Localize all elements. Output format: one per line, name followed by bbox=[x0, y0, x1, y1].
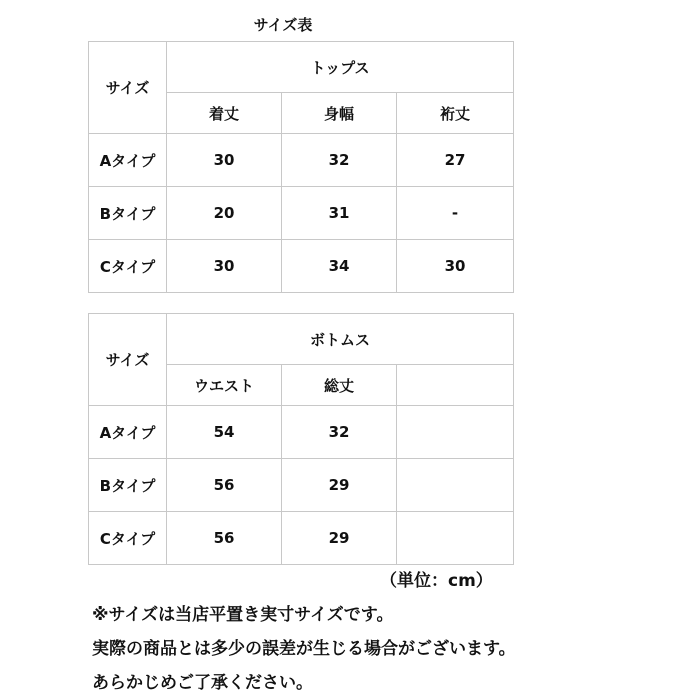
table-row bbox=[89, 134, 514, 187]
page-title: サイズ表 bbox=[253, 16, 313, 34]
cell-value: 27 bbox=[397, 134, 514, 187]
cell-value: 56 bbox=[167, 459, 282, 512]
table-row bbox=[89, 187, 514, 240]
cell-value: 30 bbox=[167, 240, 282, 293]
cell-value: 29 bbox=[282, 512, 397, 565]
cell-value: 32 bbox=[282, 406, 397, 459]
note-line: ※サイズは当店平置き実寸サイズです。 bbox=[92, 605, 394, 625]
row-label: Aタイプ bbox=[89, 134, 167, 187]
table-row bbox=[89, 406, 514, 459]
column-header-width: 身幅 bbox=[282, 93, 397, 134]
bottoms-group-header: ボトムス bbox=[167, 314, 514, 365]
cell-value: 20 bbox=[167, 187, 282, 240]
cell-value: - bbox=[397, 187, 514, 240]
column-header-total-length: 総丈 bbox=[282, 365, 397, 406]
note-line: あらかじめご了承ください。 bbox=[92, 673, 313, 693]
row-label: Bタイプ bbox=[89, 459, 167, 512]
size-header: サイズ bbox=[89, 42, 167, 134]
column-header-waist: ウエスト bbox=[167, 365, 282, 406]
cell-value bbox=[397, 406, 514, 459]
tops-size-table bbox=[88, 41, 514, 293]
table-row bbox=[89, 512, 514, 565]
cell-value: 30 bbox=[167, 134, 282, 187]
column-header-sleeve: 裄丈 bbox=[397, 93, 514, 134]
column-header-empty bbox=[397, 365, 514, 406]
cell-value: 29 bbox=[282, 459, 397, 512]
cell-value: 56 bbox=[167, 512, 282, 565]
tops-group-header: トップス bbox=[167, 42, 514, 93]
table-row bbox=[89, 240, 514, 293]
cell-value: 30 bbox=[397, 240, 514, 293]
row-label: Aタイプ bbox=[89, 406, 167, 459]
bottoms-size-table bbox=[88, 313, 514, 565]
cell-value bbox=[397, 459, 514, 512]
note-line: 実際の商品とは多少の誤差が生じる場合がございます。 bbox=[92, 639, 516, 659]
row-label: Bタイプ bbox=[89, 187, 167, 240]
cell-value bbox=[397, 512, 514, 565]
cell-value: 54 bbox=[167, 406, 282, 459]
unit-note: （単位：cm） bbox=[380, 571, 493, 591]
table-row bbox=[89, 459, 514, 512]
row-label: Cタイプ bbox=[89, 240, 167, 293]
size-header: サイズ bbox=[89, 314, 167, 406]
cell-value: 34 bbox=[282, 240, 397, 293]
row-label: Cタイプ bbox=[89, 512, 167, 565]
cell-value: 31 bbox=[282, 187, 397, 240]
cell-value: 32 bbox=[282, 134, 397, 187]
column-header-length: 着丈 bbox=[167, 93, 282, 134]
